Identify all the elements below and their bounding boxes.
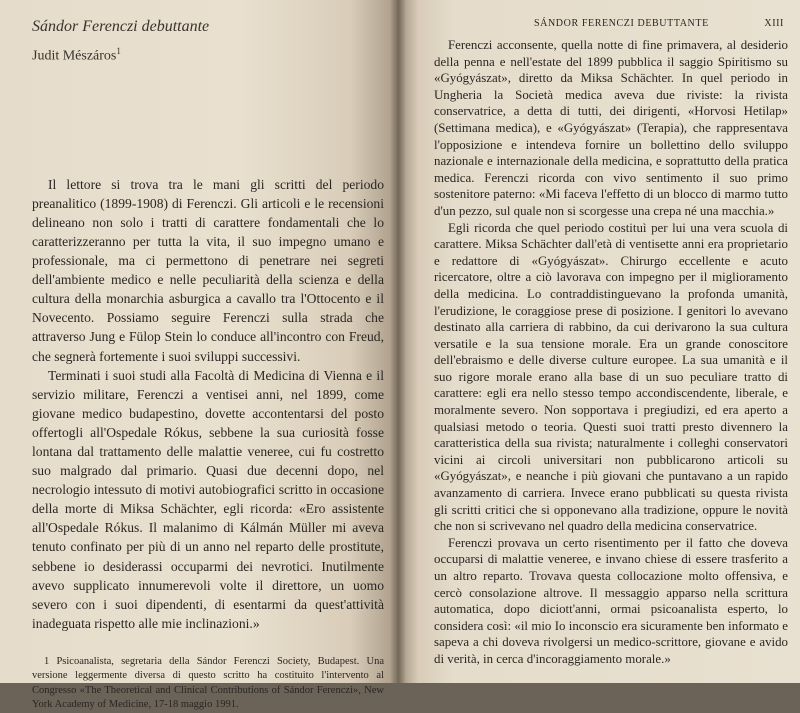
chapter-title: Sándor Ferenczi debuttante: [32, 18, 210, 35]
paragraph: Il lettore si trova tra le mani gli scritti del periodo preanalitico (1899-1908) di Ferenczi. Gli articoli e le recensioni delineano non solo i tratti di carattere fondamentali che lo caratterizzeranno per tutta la vita, il suo impegno umano e professionale, ma ci permettono di penetrare nei segreti dell'ambiente medico e nelle peculiarità della scienza e della cultura della monarchia asburgica a cavallo tra l'Ottocento e il Novecento. Possiamo seguire Ferenczi sulla strada che attraverso Jung e Fülop Stein lo conduce all'incontro con Freud, che segnerà fortemente i suoi sviluppi successivi.: [32, 176, 384, 364]
right-body-text: [434, 37, 788, 668]
author-line: [32, 46, 384, 65]
footnote: 1 Psicoanalista, segretaria della Sándor Ferenczi Society, Budapest. Una versione leggermente diversa di questo scritto ha costituito l'intervento al Congresso «The Theoretical and Clinical Contributions of Sándor Ferenczi», New York Academy of Medicine, 17-18 maggio 1991.: [32, 655, 384, 711]
author-footnote-marker: 1: [116, 46, 121, 56]
paragraph: Terminati i suoi studi alla Facoltà di Medicina di Vienna e il servizio militare, Ferenczi a ventisei anni, nel 1899, come giovane medico budapestino, dovette accontentarsi del posto offertogli all'Ospedale Rókus, sebbene la sua curiosità fosse lontana dal trattamento delle malattie veneree, cui fu costretto suo malgrado dal primario. Quasi due decenni dopo, nel necrologio intessuto di motivi autobiografici scritto in occasione della morte di Miksa Schächter, egli ricorda: «Ero assistente all'Ospedale Rókus. Il malanimo di Kálmán Müller mi aveva tenuto confinato per più di un anno nel reparto delle prostitute, sebbene io desiderassi occuparmi dei nevrotici. Inutilmente avevo supplicato innumerevoli volte il direttore, un uomo severo con i suoi dipendenti, di esentarmi da quest'attività inadeguata rispetto alle mie inclinazioni.»: [32, 367, 384, 631]
running-head: [534, 18, 784, 29]
paragraph: Ferenczi acconsente, quella notte di fine primavera, al desiderio della penna e nell'estate del 1899 pubblica il saggio Spiritismo su «Gyógyászat», diretto da Miksa Schächter. In quel periodo in Ungheria la Società medica aveva due riviste: la rivista conservatrice, a detta di tutti, dei dirigenti, «Horvosi Hetilap» (Settimana medica), e «Gyógyászat» (Terapia), che rappresentava l'opposizione e intendeva fornire un bollettino dello sviluppo nazionale e internazionale della medicina, e soprattutto della pratica medica. Ferenczi ricorda con vivo sentimento il suo primo sostenitore paterno: «Mi faceva l'effetto di un blocco di marmo tutto d'un pezzo, sul quale non si scorgesse una crepa né una macchia.»: [434, 38, 788, 218]
paragraph: Ferenczi provava un certo risentimento per il fatto che doveva occuparsi di malattie veneree, e invano chiese di essere trasferito a un altro reparto. Trovava questa collocazione molto offensiva, e cercò consolazione altrove. Il messaggio apparso nella scrittura automatica, dopo diciott'anni, ormai psicoanalista esperto, lo considera così: «il mio Io inconscio era sicuramente ben informato e sapeva a chi doveva rivolgersi un medico-scrittore, giovane e avido di verità, in cerca d'incoraggiamento morale.»: [434, 535, 788, 666]
paragraph: Egli ricorda che quel periodo costituì per lui una vera scuola di carattere. Miksa Schächter dall'età di ventisette anni era proprietario e redattore di «Gyógyászat». Chirurgo eccellente e acuto ricercatore, oltre a ciò lavorava con impegno per il miglioramento della medicina. Lo contraddistinguevano la profonda umanità, l'erudizione, le coraggiose prese di posizione. I genitori lo avevano destinato alla carriera di rabbino, da cui derivarono la sua cultura versatile e la sua tensione morale. Era un grande conoscitore dell'ebraismo e delle diverse culture europee. La sua umanità e il suo rigore morale erano alla base di un suo peculiare tratto di carattere: egli era nello stesso tempo accondiscendente, liberale, e moralmente severo. Non sopportava i pregiudizi, ed era aperto a qualsiasi metodo o teoria. Questi suoi tratti presto divennero la caratteristica della sua rivista; naturalmente i colleghi conservatori vicini ai circoli universitari non pubblicarono articoli su «Gyógyászat», e neanche i più giovani che puntavano a un rapido avanzamento di carriera. Invece erano pubblicati su questa rivista gli scritti critici che si opponevano alla tradizione, oppure le novità che non si scrivevano nel quadro della medicina conservatrice.: [434, 220, 788, 534]
page-number: XIII: [764, 18, 784, 29]
book-gutter: [390, 0, 406, 683]
left-body-text: [32, 175, 384, 633]
right-page: [398, 0, 800, 683]
left-page: [0, 0, 398, 711]
running-head-title: SÁNDOR FERENCZI DEBUTTANTE: [534, 18, 709, 29]
author-name: Judit Mészáros: [32, 48, 117, 64]
